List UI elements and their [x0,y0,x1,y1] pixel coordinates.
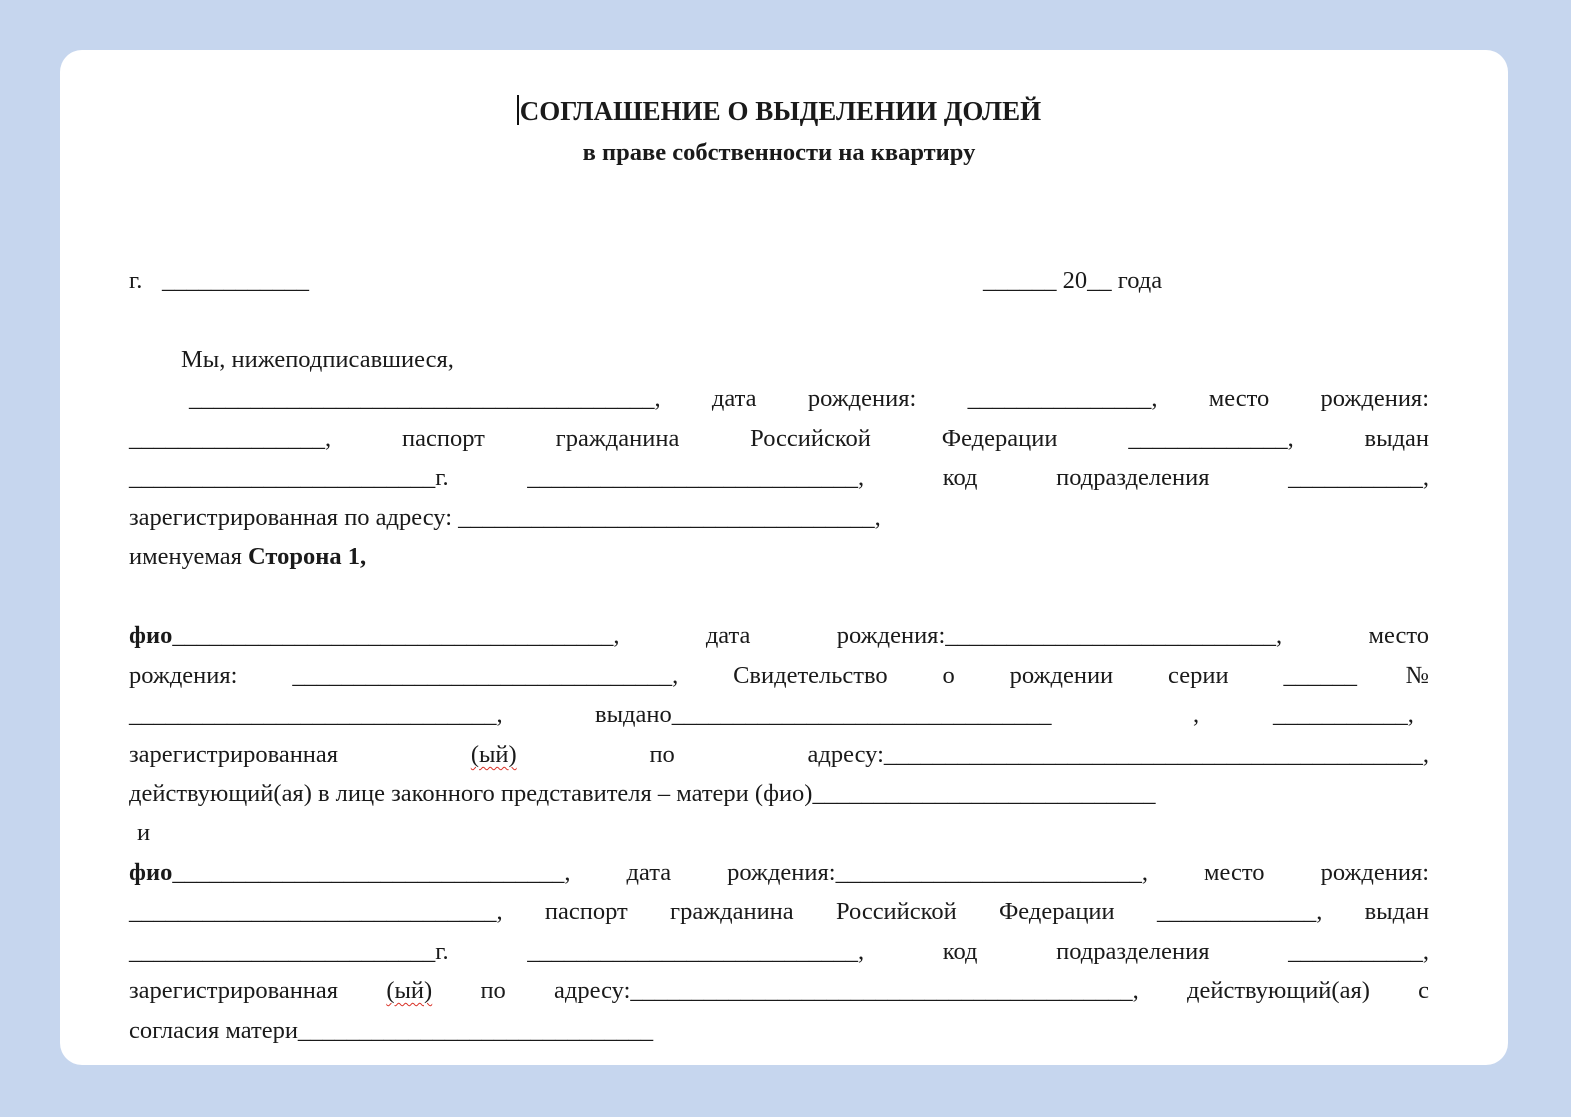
document-title: СОГЛАШЕНИЕ О ВЫДЕЛЕНИИ ДОЛЕЙ [129,94,1429,128]
party1-line1: ______________________________________, дата рождения: _______________, место рождения: [189,385,1430,412]
intro-line: Мы, нижеподписавшиеся, [181,346,454,373]
party2-line4: зарегистрированная (ый) по адресу:____________________________________________, [129,741,1430,768]
party1-line2: ________________, паспорт гражданина Российской Федерации _____________, выдан [129,425,1430,452]
party3-line1: фио________________________________, дата рождения:_________________________, место рождения: [129,859,1430,886]
city-label: г. [129,267,143,294]
party2-line5: действующий(ая) в лице законного представителя – матери (фио)____________________________ [129,780,1156,807]
conjunction-and: и [137,819,151,846]
party3-line3: _________________________г. ___________________________, код подразделения ___________, [129,938,1430,965]
document-page [60,50,1508,1065]
text-cursor [517,95,519,125]
city-blank[interactable]: ____________ [162,267,309,294]
party3-line4: зарегистрированная (ый) по адресу:_________________________________________, действующий(ая) с [129,977,1429,1004]
party1-line3: _________________________г. ___________________________, код подразделения ___________, [129,464,1430,491]
party3-line2: ______________________________, паспорт гражданина Российской Федерации _____________, выдан [129,898,1430,925]
party1-line4: зарегистрированная по адресу: __________________________________, [129,504,881,531]
spellcheck-flag[interactable]: (ый) [386,977,433,1004]
party2-line1: фио____________________________________, дата рождения:___________________________, место [129,622,1430,649]
city-date-line [129,261,1429,301]
party1-designation: Сторона 1, [248,543,367,570]
date-field[interactable]: ______ 20__ года [983,267,1163,294]
party2-line2: рождения: _______________________________, Свидетельство о рождении серии ______№ [129,662,1430,689]
party2-line3: ______________________________, выдано_______________________________ , ___________, [129,701,1414,728]
party3-line5: согласия матери_____________________________ [129,1017,654,1044]
party1-line5: именуемая Сторона 1, [129,543,367,570]
spellcheck-flag[interactable]: (ый) [470,741,517,768]
document-subtitle: в праве собственности на квартиру [582,139,976,166]
